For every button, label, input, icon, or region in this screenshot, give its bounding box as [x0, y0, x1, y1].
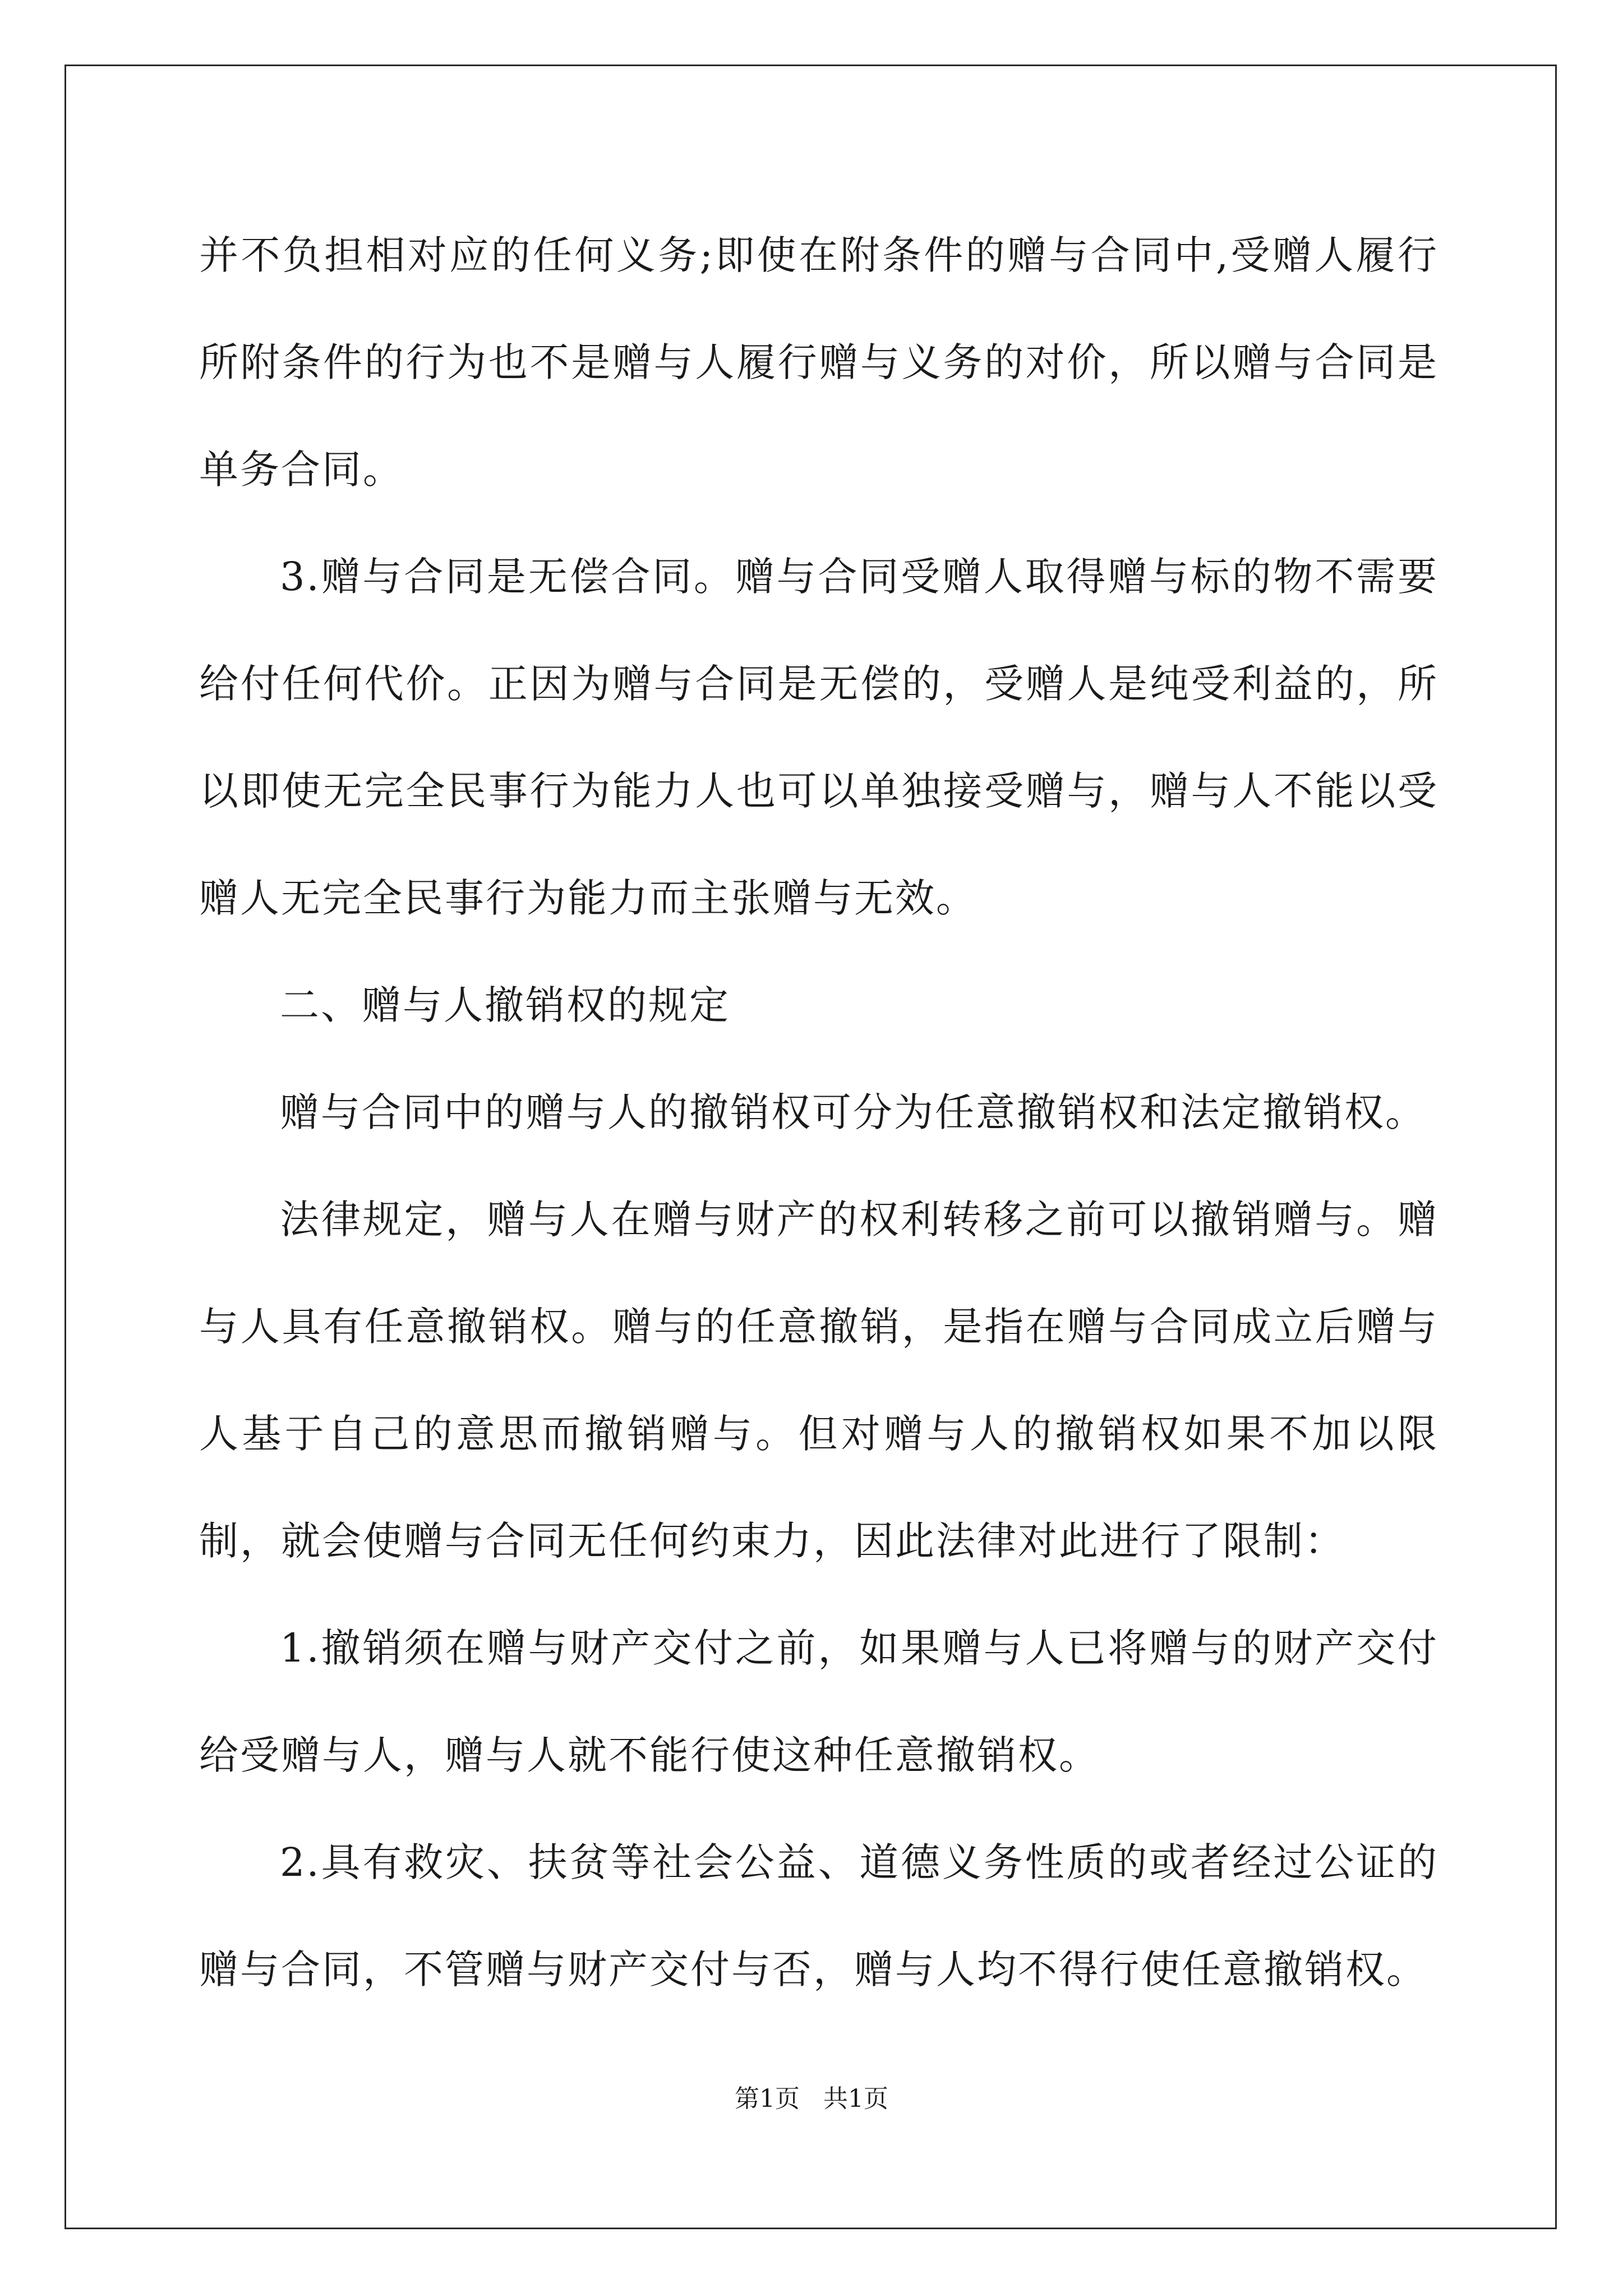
paragraph-4: 法律规定，赠与人在赠与财产的权利转移之前可以撤销赠与。赠与人具有任意撤销权。赠与的任意撤销，是指在赠与合同成立后赠与人基于自己的意思而撤销赠与。但对赠与人的撤销权如果不加以限制，就会使赠与合同无任何约束力，因此法律对此进行了限制： — [199, 1197, 1438, 1564]
page-footer — [0, 2078, 1623, 2114]
paragraph-1: 并不负担相对应的任何义务;即使在附条件的赠与合同中,受赠人履行所附条件的行为也不是赠与人履行赠与义务的对价，所以赠与合同是单务合同。 — [199, 232, 1438, 493]
paragraph-3: 赠与合同中的赠与人的撤销权可分为任意撤销权和法定撤销权。 — [280, 1089, 1426, 1135]
page-number: 第1页 — [735, 2085, 800, 2113]
paragraph-2: 3.赠与合同是无偿合同。赠与合同受赠人取得赠与标的物不需要给付任何代价。正因为赠与合同是无偿的，受赠人是纯受利益的，所以即使无完全民事行为能力人也可以单独接受赠与，赠与人不能以受赠人无完全民事行为能力而主张赠与无效。 — [199, 554, 1438, 921]
paragraph-6: 2.具有救灾、扶贫等社会公益、道德义务性质的或者经过公证的赠与合同，不管赠与财产交付与否，赠与人均不得行使任意撤销权。 — [199, 1839, 1438, 1993]
document-body — [199, 202, 1438, 2023]
page-total: 共1页 — [823, 2085, 888, 2113]
paragraph-5: 1.撤销须在赠与财产交付之前，如果赠与人已将赠与的财产交付给受赠与人，赠与人就不能行使这种任意撤销权。 — [199, 1625, 1438, 1778]
section-heading: 二、赠与人撤销权的规定 — [280, 982, 730, 1028]
